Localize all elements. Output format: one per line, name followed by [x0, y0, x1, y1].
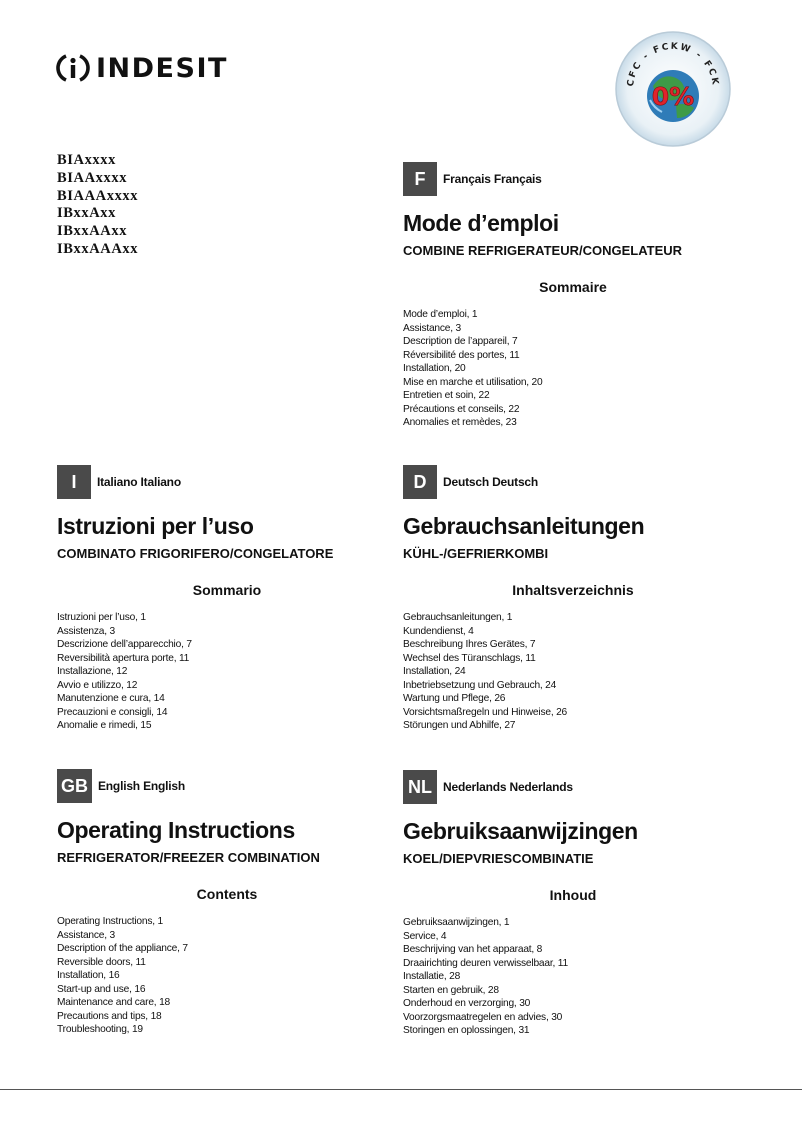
toc-item: Assistance, 3: [57, 929, 115, 941]
table-of-contents: [403, 611, 743, 733]
toc-item: Entretien et soin, 22: [403, 390, 490, 402]
toc-item: Starten en gebruik, 28: [403, 984, 499, 996]
toc-item: Beschreibung Ihres Gerätes, 7: [403, 639, 536, 651]
indesit-logo: [56, 48, 228, 88]
toc-heading: Contents: [196, 886, 258, 902]
toc-item: Voorzorgsmaatregelen en advies, 30: [403, 1011, 563, 1023]
language-badge: F: [403, 162, 437, 196]
toc-item: Installation, 24: [403, 666, 466, 678]
table-of-contents: [57, 611, 397, 733]
language-header: [57, 769, 397, 803]
toc-item: Installazione, 12: [57, 666, 128, 678]
toc-item: Draairichting deuren verwisselbaar, 11: [403, 957, 568, 969]
toc-item: Anomalies et remèdes, 23: [403, 417, 517, 429]
toc-heading: Sommaire: [539, 279, 607, 295]
toc-item: Anomalie e rimedi, 15: [57, 720, 152, 732]
toc-item: Gebrauchsanleitungen, 1: [403, 612, 513, 623]
toc-item: Wartung und Pflege, 26: [403, 693, 506, 705]
toc-heading: Inhaltsverzeichnis: [512, 582, 634, 598]
toc-item: Installatie, 28: [403, 971, 461, 983]
language-name: Italiano Italiano: [97, 475, 181, 489]
toc-item: Maintenance and care, 18: [57, 997, 171, 1009]
toc-item: Assistance, 3: [403, 322, 461, 334]
toc-item: Installation, 20: [403, 363, 466, 375]
section-title: Gebrauchsanleitungen: [403, 513, 645, 539]
toc-heading: Inhoud: [549, 887, 597, 903]
table-of-contents: [57, 915, 397, 1037]
toc-item: Mode d’emploi, 1: [403, 309, 478, 320]
language-badge: GB: [57, 769, 92, 803]
toc-item: Troubleshooting, 19: [57, 1024, 143, 1036]
language-badge: D: [403, 465, 437, 499]
toc-item: Precauzioni e consigli, 14: [57, 706, 168, 718]
section-title: Istruzioni per l’uso: [57, 513, 254, 539]
model-code: IBxxAAAxx: [57, 240, 139, 257]
toc-item: Assistenza, 3: [57, 625, 115, 637]
section-german: [403, 465, 743, 733]
section-subtitle: KOEL/DIEPVRIESCOMBINATIE: [403, 851, 594, 866]
table-of-contents: [403, 916, 743, 1038]
toc-item: Reversible doors, 11: [57, 956, 146, 968]
toc-item: Beschrijving van het apparaat, 8: [403, 944, 543, 956]
toc-item: Description de l’appareil, 7: [403, 336, 518, 348]
toc-item: Start-up and use, 16: [57, 983, 146, 995]
language-badge: NL: [403, 770, 437, 804]
toc-item: Onderhoud en verzorging, 30: [403, 998, 531, 1010]
language-name: English English: [98, 779, 186, 793]
language-name: Français Français: [443, 172, 542, 186]
toc-item: Storingen en oplossingen, 31: [403, 1025, 530, 1037]
toc-item: Précautions et conseils, 22: [403, 403, 520, 415]
toc-item: Inbetriebsetzung und Gebrauch, 24: [403, 679, 557, 691]
section-english: [57, 769, 397, 1037]
model-list: [57, 152, 138, 259]
section-subtitle: COMBINE REFRIGERATEUR/CONGELATEUR: [403, 243, 683, 258]
toc-item: Manutenzione e cura, 14: [57, 693, 165, 705]
section-subtitle: KÜHL-/GEFRIERKOMBI: [403, 546, 549, 561]
section-subtitle: REFRIGERATOR/FREEZER COMBINATION: [57, 850, 320, 865]
language-header: [57, 465, 397, 499]
footer-divider: [0, 1089, 802, 1090]
toc-item: Reversibilità apertura porte, 11: [57, 652, 190, 664]
toc-item: Operating Instructions, 1: [57, 916, 163, 927]
language-header: [403, 162, 743, 196]
toc-item: Service, 4: [403, 930, 447, 942]
toc-item: Störungen und Abhilfe, 27: [403, 720, 516, 732]
language-name: Deutsch Deutsch: [443, 475, 539, 489]
language-header: [403, 465, 743, 499]
model-code: BIAxxxx: [57, 152, 116, 168]
toc-item: Wechsel des Türanschlags, 11: [403, 652, 536, 664]
indesit-emblem-icon: [56, 51, 90, 85]
language-name: Nederlands Nederlands: [443, 780, 573, 794]
seal-center-text: 0%: [651, 82, 695, 111]
toc-item: Avvio e utilizzo, 12: [57, 679, 138, 691]
model-code: BIAAxxxx: [57, 169, 128, 186]
cfc-fckw-free-seal: [614, 30, 732, 148]
section-italian: [57, 465, 397, 733]
section-title: Operating Instructions: [57, 817, 295, 843]
toc-item: Gebruiksaanwijzingen, 1: [403, 917, 510, 928]
model-code: IBxxAxx: [57, 205, 116, 222]
section-title: Gebruiksaanwijzingen: [403, 818, 638, 844]
language-header: [403, 770, 743, 804]
section-title: Mode d’emploi: [403, 210, 559, 236]
section-subtitle: COMBINATO FRIGORIFERO/CONGELATORE: [57, 546, 334, 561]
toc-heading: Sommario: [192, 582, 262, 598]
model-code: BIAAAxxxx: [57, 187, 139, 204]
toc-item: Descrizione dell’apparecchio, 7: [57, 639, 192, 651]
brand-name: INDESIT: [96, 52, 228, 84]
section-dutch: [403, 770, 743, 1038]
toc-item: Installation, 16: [57, 970, 120, 982]
toc-item: Kundendienst, 4: [403, 625, 474, 637]
model-code: IBxxAAxx: [57, 223, 128, 240]
seal-ring-text: CFC - FCKW - FCK: [625, 41, 721, 88]
language-badge: I: [57, 465, 91, 499]
toc-item: Réversibilité des portes, 11: [403, 349, 520, 361]
toc-item: Vorsichtsmaßregeln und Hinweise, 26: [403, 706, 568, 718]
toc-item: Precautions and tips, 18: [57, 1010, 162, 1022]
section-french: [403, 162, 743, 430]
toc-item: Description of the appliance, 7: [57, 943, 188, 955]
toc-item: Istruzioni per l’uso, 1: [57, 612, 146, 623]
toc-item: Mise en marche et utilisation, 20: [403, 376, 543, 388]
table-of-contents: [403, 308, 743, 430]
